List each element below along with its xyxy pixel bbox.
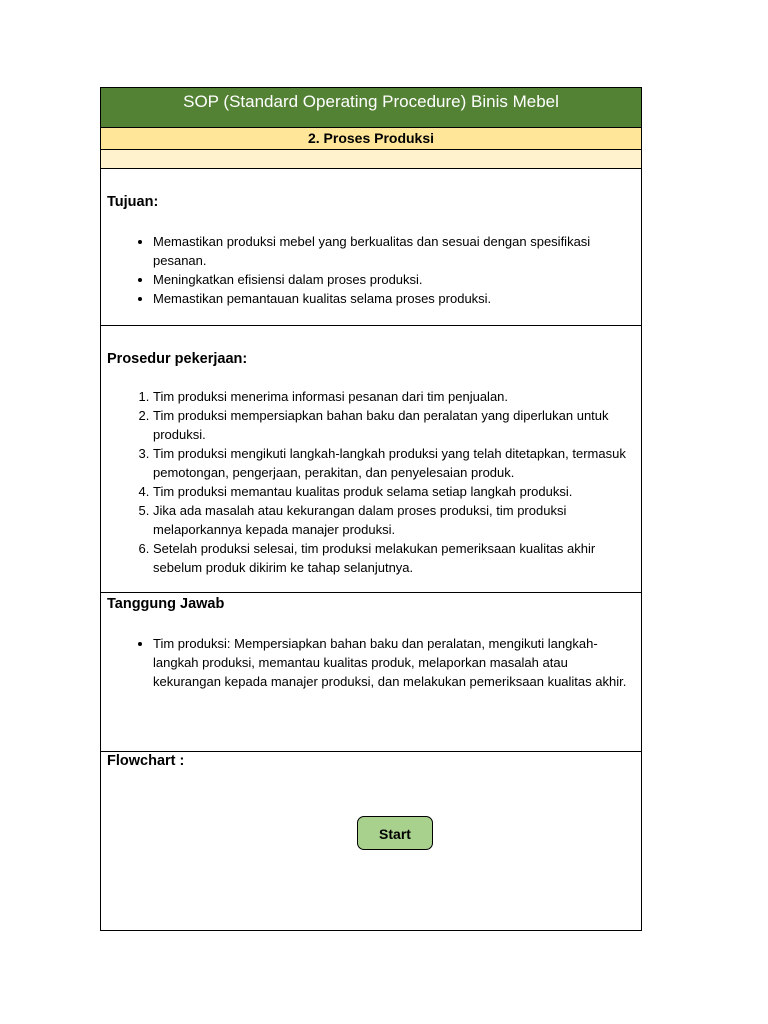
list-item: 1. Tim produksi menerima informasi pesanan dari tim penjualan. (153, 387, 629, 406)
tujuan-section (101, 169, 641, 326)
document-title: SOP (Standard Operating Procedure) Binis Mebel (101, 88, 641, 128)
list-item: • Tim produksi: Mempersiapkan bahan baku dan peralatan, mengikuti langkah-langkah produksi, memantau kualitas produk, melaporkan masalah atau kekurangan kepada manajer produksi, dan melakukan pemeriksaan kualitas akhir. (153, 634, 629, 691)
tujuan-heading: Tujuan: (107, 194, 159, 210)
flowchart-section (101, 752, 641, 930)
tanggung-jawab-section (101, 593, 641, 752)
list-item: • Memastikan pemantauan kualitas selama proses produksi. (153, 289, 629, 308)
prosedur-section (101, 326, 641, 593)
list-item: 2. Tim produksi mempersiapkan bahan baku dan peralatan yang diperlukan untuk produksi. (153, 406, 629, 444)
list-item: 5. Jika ada masalah atau kekurangan dalam proses produksi, tim produksi melaporkannya kepada manajer produksi. (153, 501, 629, 539)
empty-row (101, 150, 641, 169)
flowchart-heading: Flowchart : (107, 753, 185, 769)
list-item: • Meningkatkan efisiensi dalam proses produksi. (153, 270, 629, 289)
tanggung-jawab-list (107, 634, 629, 691)
section-subtitle: 2. Proses Produksi (101, 128, 641, 150)
list-item: • Memastikan produksi mebel yang berkualitas dan sesuai dengan spesifikasi pesanan. (153, 232, 629, 270)
list-item: 6. Setelah produksi selesai, tim produksi melakukan pemeriksaan kualitas akhir sebelum produk dikirim ke tahap selanjutnya. (153, 539, 629, 577)
prosedur-list (107, 387, 629, 577)
sop-document (100, 87, 642, 931)
flowchart-start-node: Start (357, 816, 433, 850)
tujuan-list (107, 232, 629, 308)
tanggung-jawab-heading: Tanggung Jawab (107, 596, 225, 612)
list-item: 3. Tim produksi mengikuti langkah-langkah produksi yang telah ditetapkan, termasuk pemotongan, pengerjaan, perakitan, dan penyelesaian produk. (153, 444, 629, 482)
prosedur-heading: Prosedur pekerjaan: (107, 351, 248, 367)
list-item: 4. Tim produksi memantau kualitas produk selama setiap langkah produksi. (153, 482, 629, 501)
